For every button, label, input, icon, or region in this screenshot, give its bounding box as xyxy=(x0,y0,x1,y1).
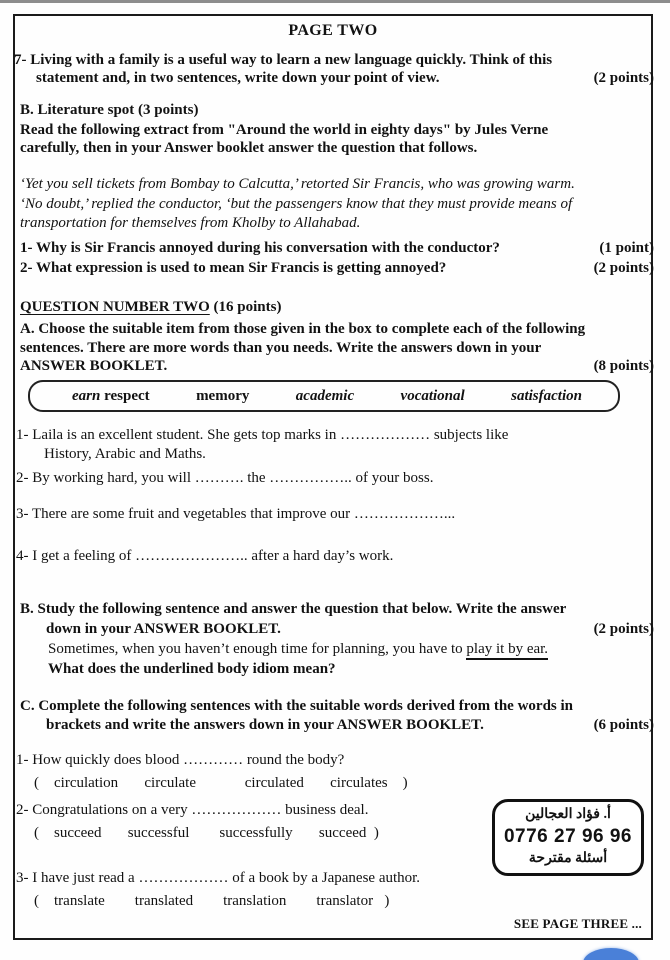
word-vocational: vocational xyxy=(400,387,465,404)
extract-line3: transportation for themselves from Kholby to Allahabad. xyxy=(20,215,361,231)
part-c-points: (6 points) xyxy=(593,717,654,733)
page-title: PAGE TWO xyxy=(288,22,378,39)
word-academic: academic xyxy=(295,387,355,404)
messenger-bubble-icon[interactable] xyxy=(583,948,639,960)
part-c-item-1-options: ( circulation circulate circulated circulates ) xyxy=(34,775,408,791)
part-a-instruction-line1: A. Choose the suitable item from those given in the box to complete each of the following xyxy=(20,321,586,337)
literature-heading: B. Literature spot (3 points) xyxy=(20,102,199,118)
word-choice-box xyxy=(28,380,620,412)
extract-line1: ‘Yet you sell tickets from Bombay to Calcutta,’ retorted Sir Francis, who was growing warm. xyxy=(20,176,575,192)
question-two-heading-text: QUESTION NUMBER TWO xyxy=(20,299,210,315)
part-b-points: (2 points) xyxy=(593,621,654,637)
part-a-instruction-line2: sentences. There are more words than you needs. Write the answers down in your xyxy=(20,339,542,356)
part-b-head-line2-text: down in your ANSWER BOOKLET. xyxy=(46,621,281,637)
part-b-sentence-pre: Sometimes, when you haven’t enough time for planning, you have to xyxy=(48,641,467,657)
word-memory: memory xyxy=(196,387,250,404)
part-a-sentence-3 xyxy=(16,505,652,524)
literature-question-1-points: (1 point) xyxy=(599,240,654,256)
part-c-head-line2-text: brackets and write the answers down in your ANSWER BOOKLET. xyxy=(46,717,484,733)
literature-questions xyxy=(20,239,654,278)
part-c xyxy=(20,697,654,735)
part-b-example-sentence xyxy=(20,639,654,659)
question-7-line2-text: statement and, in two sentences, write down your point of view. xyxy=(36,70,440,86)
question-7-line1: 7- Living with a family is a useful way to learn a new language quickly. Think of this xyxy=(14,52,553,68)
part-a-instruction-line3-text: ANSWER BOOKLET. xyxy=(20,358,168,374)
word-earn-respect xyxy=(72,388,150,405)
literature-question-2-text: 2- What expression is used to mean Sir Francis is getting annoyed? xyxy=(20,259,447,276)
literature-question-2-points: (2 points) xyxy=(593,259,654,276)
part-c-item-2-options: ( succeed successful successfully succeed ) xyxy=(34,825,379,841)
question-7 xyxy=(14,51,654,87)
question-two-heading xyxy=(20,299,281,316)
part-b-head-line2 xyxy=(20,619,654,639)
question-7-line2 xyxy=(14,69,654,87)
part-c-head-line1: C. Complete the following sentences with the suitable words derived from the words in xyxy=(20,698,574,714)
part-c-item-2 xyxy=(16,801,486,843)
word-respect: respect xyxy=(100,387,150,404)
part-c-head-line2 xyxy=(20,716,654,735)
scan-edge-strip xyxy=(0,0,670,3)
literature-question-1-text: 1- Why is Sir Francis annoyed during his conversation with the conductor? xyxy=(20,240,500,256)
part-b-underlined-idiom: play it by ear. xyxy=(466,641,548,660)
teacher-stamp-box xyxy=(492,799,644,876)
footer-see-next-page: SEE PAGE THREE ... xyxy=(513,916,642,931)
part-c-item-2-question: 2- Congratulations on a very ……………… business deal. xyxy=(16,802,369,818)
stamp-teacher-name: أ. فؤاد العجالين xyxy=(525,807,611,822)
literature-instruction-line2: carefully, then in your Answer booklet answer the question that follows. xyxy=(20,140,478,156)
part-c-item-3-question: 3- I have just read a ……………… of a book by a Japanese author. xyxy=(16,870,421,886)
literature-instruction xyxy=(20,121,652,157)
extract-line2: ‘No doubt,’ replied the conductor, ‘but the passengers know that they must provide means of xyxy=(20,195,573,212)
part-a-sentence-3-text: 3- There are some fruit and vegetables that improve our ………………... xyxy=(16,506,456,522)
part-a-sentence-2-text: 2- By working hard, you will ………. the …………….. of your boss. xyxy=(16,470,434,486)
part-a-points: (8 points) xyxy=(593,358,654,374)
question-7-points: (2 points) xyxy=(593,70,654,86)
part-c-item-3 xyxy=(16,869,486,911)
part-b-head-line1: B. Study the following sentence and answer the question that below. Write the answer xyxy=(20,601,567,617)
part-a-sentence-1-line2: History, Arabic and Maths. xyxy=(44,446,206,462)
part-a-sentence-4-text: 4- I get a feeling of ………………….. after a hard day’s work. xyxy=(16,548,394,564)
question-two-heading-points: (16 points) xyxy=(213,299,282,315)
literature-instruction-line1: Read the following extract from "Around the world in eighty days" by Jules Verne xyxy=(20,122,549,138)
stamp-caption: أسئلة مقترحة xyxy=(528,851,608,866)
word-satisfaction: satisfaction xyxy=(511,387,582,404)
part-b xyxy=(20,599,654,679)
part-c-item-1-question: 1- How quickly does blood ………… round the body? xyxy=(16,752,345,768)
part-a-sentence-2 xyxy=(16,469,652,488)
literature-extract xyxy=(20,175,654,234)
part-a-sentence-4 xyxy=(16,547,652,566)
part-a-sentence-1-line1: 1- Laila is an excellent student. She gets top marks in ……………… subjects like xyxy=(16,427,509,443)
part-a-instruction-line3 xyxy=(20,357,654,376)
word-earn: earn xyxy=(72,387,101,404)
literature-question-2 xyxy=(20,259,654,279)
part-a-instruction xyxy=(20,320,654,376)
literature-question-1 xyxy=(20,239,654,259)
part-b-question: What does the underlined body idiom mean? xyxy=(48,661,336,677)
part-c-item-3-options: ( translate translated translation translator ) xyxy=(34,893,390,909)
part-a-sentence-1 xyxy=(16,426,652,464)
stamp-phone-number: 0776 27 96 96 xyxy=(503,826,632,847)
part-c-item-1 xyxy=(16,751,486,793)
